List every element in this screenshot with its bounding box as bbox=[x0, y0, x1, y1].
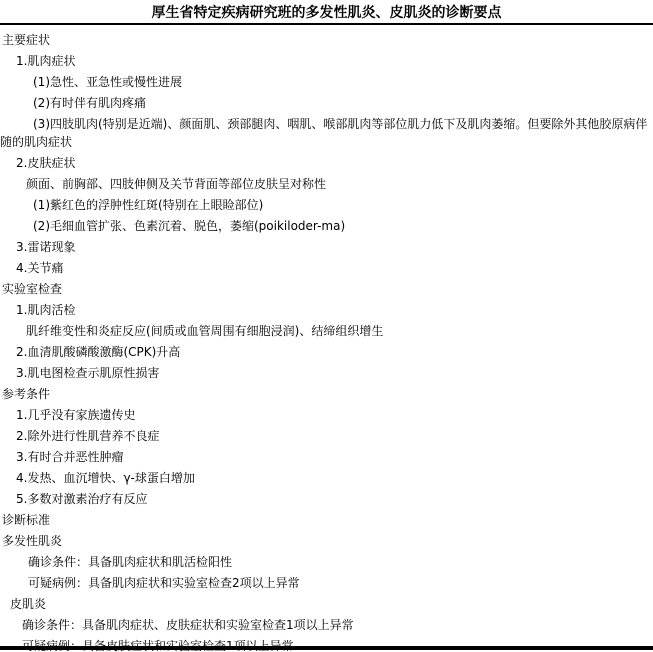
text-line: 确诊条件：具备肌肉症状和肌活检阳性 bbox=[28, 555, 233, 569]
text-line: 肌纤维变性和炎症反应(间质或血管周围有细胞浸润)、结缔组织增生 bbox=[26, 324, 384, 338]
text-line: (2)有时伴有肌肉疼痛 bbox=[33, 96, 146, 110]
text-line: 多发性肌炎 bbox=[2, 534, 63, 548]
document-title: 厚生省特定疾病研究班的多发性肌炎、皮肌炎的诊断要点 bbox=[0, 0, 653, 25]
text-line: 2.皮肤症状 bbox=[16, 156, 76, 170]
text-line: 可疑病例：具备肌肉症状和实验室检查2项以上异常 bbox=[28, 576, 300, 590]
text-line: 颜面、前胸部、四肢伸侧及关节背面等部位皮肤呈对称性 bbox=[26, 177, 327, 191]
text-line: 皮肌炎 bbox=[10, 597, 47, 611]
text-line: (2)毛细血管扩张、色素沉着、脱色，萎缩(poikiloder-ma) bbox=[33, 219, 346, 233]
text-line: 实验室检查 bbox=[2, 282, 63, 296]
text-line: (3)四肢肌肉(特别是近端)、颜面肌、颈部腿肉、咽肌、喉部肌肉等部位肌力低下及肌肉萎缩。但要除外其他胶原病伴随的肌肉症状 bbox=[0, 117, 648, 149]
text-line: 3.肌电图检查示肌原性损害 bbox=[16, 366, 160, 380]
text-line: (1)紫红色的浮肿性红斑(特别在上眼睑部位) bbox=[33, 198, 264, 212]
text-line: 1.肌肉症状 bbox=[16, 54, 76, 68]
text-line: 4.关节痛 bbox=[16, 261, 64, 275]
text-line: 2.血清肌酸磷酸激酶(CPK)升高 bbox=[16, 345, 181, 359]
text-line: 5.多数对激素治疗有反应 bbox=[16, 492, 148, 506]
text-line: 1.几乎没有家族遗传史 bbox=[16, 408, 136, 422]
text-line: 3.雷诺现象 bbox=[16, 240, 76, 254]
text-line: 主要症状 bbox=[2, 33, 51, 47]
text-line: 4.发热、血沉增快、γ-球蛋白增加 bbox=[16, 471, 195, 485]
text-line: 2.除外进行性肌营养不良症 bbox=[16, 429, 160, 443]
text-line: 3.有时合并恶性肿瘤 bbox=[16, 450, 124, 464]
text-line: 参考条件 bbox=[2, 387, 51, 401]
bottom-rule bbox=[0, 646, 653, 650]
text-line: 诊断标准 bbox=[2, 513, 51, 527]
document-body bbox=[0, 25, 653, 652]
text-line: (1)急性、亚急性或慢性进展 bbox=[33, 75, 182, 89]
text-line: 确诊条件：具备肌肉症状、皮肤症状和实验室检查1项以上异常 bbox=[22, 618, 354, 632]
text-line: 1.肌肉活检 bbox=[16, 303, 76, 317]
